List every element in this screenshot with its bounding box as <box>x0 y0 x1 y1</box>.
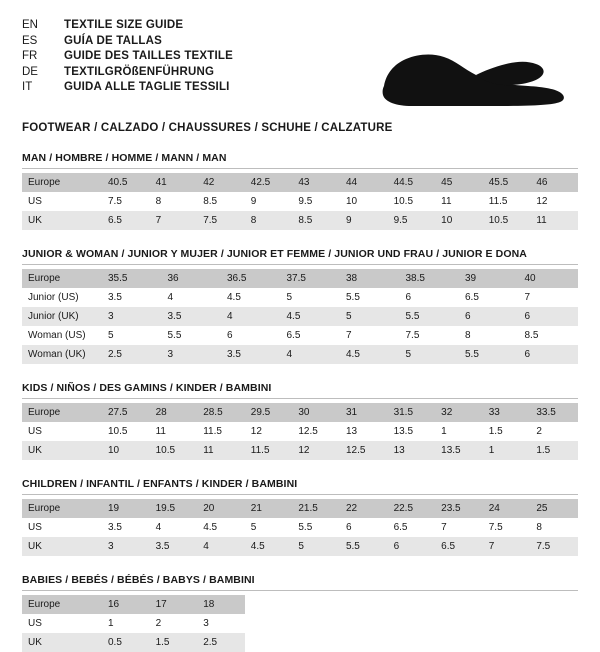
cell-empty <box>245 633 293 652</box>
cell: 7.5 <box>488 522 503 533</box>
table-row <box>22 633 578 652</box>
group-title: JUNIOR & WOMAN / JUNIOR Y MUJER / JUNIOR ET FEMME / JUNIOR UND FRAU / JUNIOR E DONA <box>22 248 527 260</box>
table-row <box>22 499 578 518</box>
table-row <box>22 614 578 633</box>
cell: 8 <box>245 211 293 230</box>
cell: 36 <box>162 269 222 288</box>
cell: 11 <box>155 426 166 437</box>
language-row <box>22 18 233 34</box>
cell: 8.5 <box>292 211 340 230</box>
cell: 19.5 <box>150 499 198 518</box>
cell: 0.5 <box>102 633 150 652</box>
cell: 8 <box>536 522 542 533</box>
row-label: Woman (UK) <box>22 345 102 364</box>
cell: 11.5 <box>203 426 222 437</box>
row-label: US <box>28 426 42 437</box>
cell: 6.5 <box>102 211 150 230</box>
cell: 35.5 <box>102 269 162 288</box>
cell: 45 <box>435 173 483 192</box>
divider <box>22 494 578 495</box>
cell-empty <box>435 614 483 633</box>
cell: 5.5 <box>346 292 360 303</box>
cell-empty <box>340 595 388 614</box>
table-row <box>22 537 578 556</box>
table-row <box>22 441 578 460</box>
cell: 4.5 <box>227 292 241 303</box>
cell: 5 <box>108 330 114 341</box>
cell: 1.5 <box>530 441 578 460</box>
cell: 30 <box>292 403 340 422</box>
cell: 6 <box>519 345 579 364</box>
cell: 6 <box>459 307 519 326</box>
cell: 4.5 <box>281 307 341 326</box>
cell: 39 <box>459 269 519 288</box>
cell-empty <box>245 595 293 614</box>
cell: 3 <box>162 345 222 364</box>
cell-empty <box>388 614 436 633</box>
cell: 12.5 <box>340 441 388 460</box>
cell: 22 <box>340 499 388 518</box>
language-row <box>22 49 233 65</box>
cell: 5.5 <box>400 307 460 326</box>
cell: 19 <box>102 499 150 518</box>
cell-empty <box>340 614 388 633</box>
cell: 31 <box>340 403 388 422</box>
size-table-junior-woman <box>22 269 578 364</box>
group-title: KIDS / NIÑOS / DES GAMINS / KINDER / BAMBINI <box>22 382 272 394</box>
cell: 11 <box>197 441 245 460</box>
language-code: DE <box>22 65 38 78</box>
cell-empty <box>340 633 388 652</box>
group-man <box>22 152 578 230</box>
document-header <box>22 18 578 110</box>
row-label: UK <box>22 633 102 652</box>
cell: 8.5 <box>524 330 539 341</box>
cell: 11.5 <box>488 196 508 207</box>
cell: 10.5 <box>150 441 198 460</box>
cell: 4 <box>221 307 281 326</box>
cell: 24 <box>483 499 531 518</box>
cell: 28 <box>150 403 198 422</box>
language-code: ES <box>22 34 38 47</box>
group-children <box>22 478 578 556</box>
divider <box>22 168 578 169</box>
table-row <box>22 211 578 230</box>
cell: 8.5 <box>203 196 218 207</box>
cell: 1 <box>108 618 114 629</box>
cell-empty <box>435 595 483 614</box>
size-table-kids <box>22 403 578 460</box>
cell: 12.5 <box>298 426 318 437</box>
table-row <box>22 326 578 345</box>
cell-empty <box>292 633 340 652</box>
cell: 25 <box>530 499 578 518</box>
cell: 3 <box>102 537 150 556</box>
cell: 12 <box>536 196 548 207</box>
language-title: TEXTILGRÖßENFÜHRUNG <box>64 65 215 78</box>
cell: 42 <box>197 173 245 192</box>
language-title: GUIDE DES TAILLES TEXTILE <box>64 50 233 62</box>
cell: 6 <box>227 330 233 341</box>
group-title: MAN / HOMBRE / HOMME / MANN / MAN <box>22 152 227 164</box>
cell: 6 <box>405 292 412 303</box>
cell: 11.5 <box>245 441 293 460</box>
row-label: UK <box>22 441 102 460</box>
cell: 7 <box>524 292 531 303</box>
cell: 8 <box>465 330 471 341</box>
cell: 38 <box>340 269 400 288</box>
table-row <box>22 422 578 441</box>
divider <box>22 590 578 591</box>
cell-empty <box>245 614 293 633</box>
cell: 5 <box>292 537 340 556</box>
cell: 18 <box>197 595 245 614</box>
row-label: UK <box>22 537 102 556</box>
row-label: Europe <box>22 173 102 192</box>
cell: 3.5 <box>108 292 122 303</box>
cell: 7 <box>441 522 447 533</box>
row-label: Europe <box>22 403 102 422</box>
cell: 44.5 <box>388 173 436 192</box>
cell: 32 <box>435 403 483 422</box>
cell: 4 <box>281 345 341 364</box>
cell: 31.5 <box>388 403 436 422</box>
cell-empty <box>483 614 531 633</box>
dress-shoe-icon <box>372 40 572 112</box>
cell: 6.5 <box>393 522 408 533</box>
cell: 7.5 <box>108 196 122 207</box>
cell: 4 <box>155 522 162 533</box>
cell: 11 <box>441 196 452 207</box>
cell: 38.5 <box>400 269 460 288</box>
cell-empty <box>292 614 340 633</box>
cell: 7 <box>483 537 531 556</box>
row-label: Woman (US) <box>28 330 86 341</box>
table-row <box>22 307 578 326</box>
table-row <box>22 518 578 537</box>
row-label: Junior (UK) <box>22 307 102 326</box>
cell: 3.5 <box>150 537 198 556</box>
cell: 45.5 <box>483 173 531 192</box>
cell-empty <box>483 595 531 614</box>
cell: 22.5 <box>388 499 436 518</box>
cell: 3 <box>203 618 209 629</box>
cell: 2 <box>536 426 542 437</box>
cell: 2 <box>155 618 162 629</box>
cell: 20 <box>197 499 245 518</box>
cell: 4 <box>197 537 245 556</box>
table-row <box>22 345 578 364</box>
cell: 21.5 <box>292 499 340 518</box>
table-row <box>22 269 578 288</box>
language-row <box>22 34 233 50</box>
cell: 9 <box>250 196 257 207</box>
group-title: BABIES / BEBÉS / BÉBÉS / BABYS / BAMBINI <box>22 574 255 586</box>
cell-empty <box>530 595 578 614</box>
table-row <box>22 595 578 614</box>
table-row <box>22 403 578 422</box>
size-table-babies <box>22 595 578 652</box>
cell: 46 <box>530 173 578 192</box>
cell-empty <box>388 595 436 614</box>
cell: 10 <box>102 441 150 460</box>
cell-empty <box>530 633 578 652</box>
cell: 2.5 <box>197 633 245 652</box>
cell: 7.5 <box>405 330 420 341</box>
cell-empty <box>530 614 578 633</box>
language-title-list <box>22 18 233 96</box>
cell: 9.5 <box>298 196 313 207</box>
language-title: GUÍA DE TALLAS <box>64 34 162 47</box>
language-row <box>22 65 233 81</box>
cell: 1.5 <box>488 426 503 437</box>
cell: 9.5 <box>388 211 436 230</box>
cell: 6.5 <box>465 292 479 303</box>
cell: 12 <box>292 441 340 460</box>
cell: 5.5 <box>459 345 519 364</box>
cell-empty <box>388 633 436 652</box>
cell: 42.5 <box>245 173 293 192</box>
cell: 40 <box>519 269 579 288</box>
cell: 40.5 <box>102 173 150 192</box>
language-code: EN <box>22 19 38 31</box>
language-row <box>22 80 233 96</box>
cell: 29.5 <box>245 403 293 422</box>
cell: 7.5 <box>197 211 245 230</box>
cell: 5.5 <box>340 537 388 556</box>
cell: 37.5 <box>281 269 341 288</box>
cell: 13.5 <box>393 426 414 437</box>
cell: 3.5 <box>221 345 281 364</box>
cell: 33.5 <box>530 403 578 422</box>
cell: 6 <box>519 307 579 326</box>
cell: 10.5 <box>108 426 128 437</box>
cell: 3.5 <box>108 522 122 533</box>
row-label: Europe <box>22 595 102 614</box>
cell: 1.5 <box>150 633 198 652</box>
cell: 5 <box>400 345 460 364</box>
row-label: UK <box>22 211 102 230</box>
cell: 4.5 <box>340 345 400 364</box>
cell-empty <box>292 595 340 614</box>
group-babies <box>22 574 578 652</box>
cell: 5 <box>340 307 400 326</box>
cell: 17 <box>150 595 198 614</box>
cell: 27.5 <box>102 403 150 422</box>
cell: 2.5 <box>102 345 162 364</box>
cell: 6.5 <box>435 537 483 556</box>
size-table-children <box>22 499 578 556</box>
group-junior-woman <box>22 248 578 364</box>
cell: 3 <box>102 307 162 326</box>
cell: 6 <box>345 522 352 533</box>
cell: 7.5 <box>530 537 578 556</box>
cell: 10.5 <box>393 196 414 207</box>
cell: 10 <box>345 196 358 207</box>
cell-empty <box>435 633 483 652</box>
size-table-man <box>22 173 578 230</box>
language-title: GUIDA ALLE TAGLIE TESSILI <box>64 81 230 93</box>
category-title: FOOTWEAR / CALZADO / CHAUSSURES / SCHUHE / CALZATURE <box>22 122 393 134</box>
cell: 28.5 <box>197 403 245 422</box>
cell: 36.5 <box>221 269 281 288</box>
cell: 7 <box>346 330 352 341</box>
row-label: Junior (US) <box>28 292 79 303</box>
cell: 44 <box>340 173 388 192</box>
cell: 16 <box>102 595 150 614</box>
cell: 13 <box>388 441 436 460</box>
table-row <box>22 173 578 192</box>
cell-empty <box>483 633 531 652</box>
cell: 3.5 <box>162 307 222 326</box>
language-code: IT <box>22 81 33 93</box>
cell: 5 <box>286 292 293 303</box>
group-kids <box>22 382 578 460</box>
row-label: Europe <box>22 499 102 518</box>
cell: 6 <box>388 537 436 556</box>
cell: 43 <box>292 173 340 192</box>
language-title: TEXTILE SIZE GUIDE <box>64 19 184 31</box>
cell: 9 <box>340 211 388 230</box>
cell: 5 <box>250 522 257 533</box>
cell: 4.5 <box>203 522 218 533</box>
cell: 23.5 <box>435 499 483 518</box>
table-row <box>22 192 578 211</box>
row-label: US <box>28 196 42 207</box>
cell: 4 <box>167 292 174 303</box>
cell: 33 <box>483 403 531 422</box>
cell: 5.5 <box>298 522 313 533</box>
cell: 12 <box>250 426 262 437</box>
divider <box>22 264 578 265</box>
group-title: CHILDREN / INFANTIL / ENFANTS / KINDER / BAMBINI <box>22 478 298 490</box>
cell: 1 <box>483 441 531 460</box>
cell: 1 <box>441 426 447 437</box>
cell: 13.5 <box>435 441 483 460</box>
cell: 10 <box>435 211 483 230</box>
cell: 11 <box>530 211 578 230</box>
cell: 8 <box>155 196 162 207</box>
cell: 21 <box>245 499 293 518</box>
cell: 6.5 <box>286 330 301 341</box>
cell: 5.5 <box>167 330 182 341</box>
row-label: US <box>28 522 42 533</box>
cell: 13 <box>345 426 358 437</box>
table-row <box>22 288 578 307</box>
row-label: US <box>28 618 42 629</box>
language-code: FR <box>22 50 38 62</box>
cell: 41 <box>150 173 198 192</box>
cell: 7 <box>150 211 198 230</box>
row-label: Europe <box>22 269 102 288</box>
cell: 4.5 <box>245 537 293 556</box>
divider <box>22 398 578 399</box>
cell: 10.5 <box>483 211 531 230</box>
